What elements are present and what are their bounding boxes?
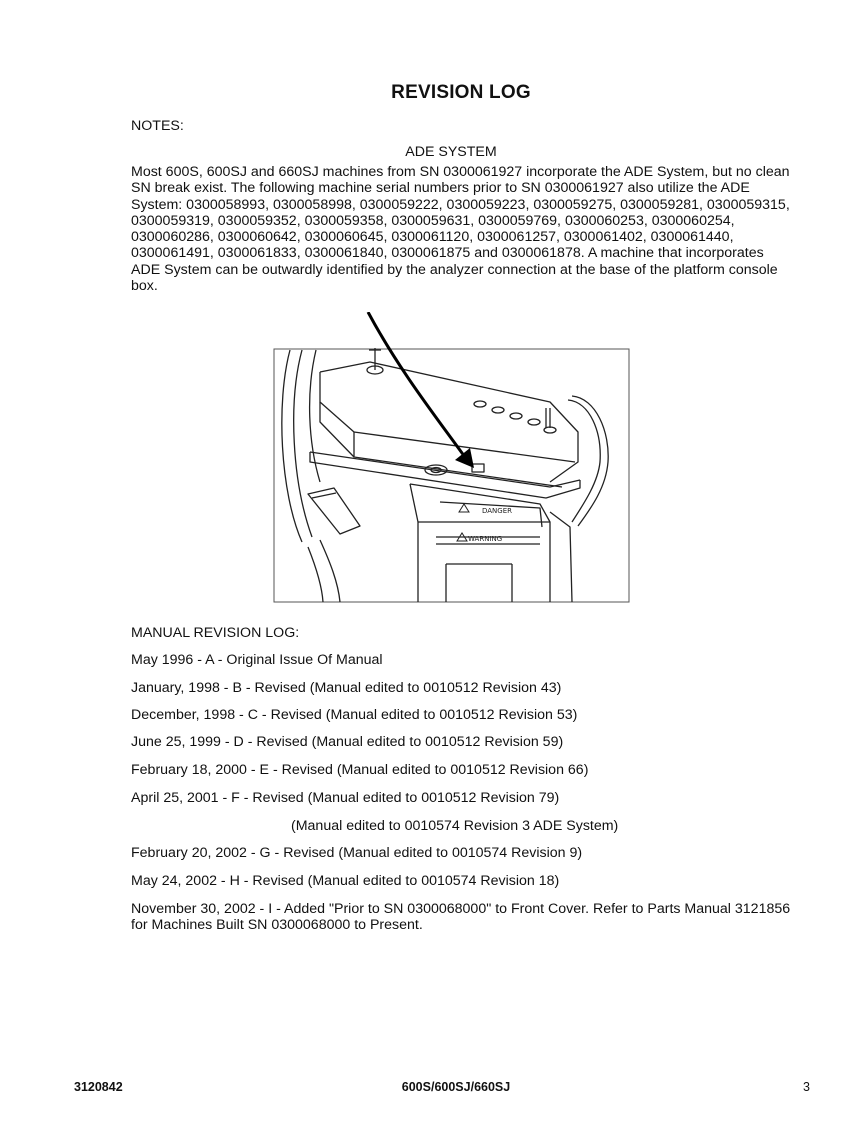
- footer-models: 600S/600SJ/660SJ: [401, 1080, 511, 1094]
- footer-doc-number: 3120842: [74, 1080, 123, 1094]
- log-entry: November 30, 2002 - I - Added "Prior to SN 0300068000" to Front Cover. Refer to Parts Manual 3121856 for Machines Built SN 0300068000 to Present.: [131, 901, 791, 934]
- ade-system-heading: ADE SYSTEM: [405, 144, 497, 160]
- log-entry: February 18, 2000 - E - Revised (Manual edited to 0010512 Revision 66): [131, 762, 589, 778]
- log-entry: April 25, 2001 - F - Revised (Manual edited to 0010512 Revision 79): [131, 790, 560, 806]
- notes-label: NOTES:: [131, 118, 184, 134]
- manual-revision-log-label: MANUAL REVISION LOG:: [131, 625, 300, 641]
- log-entry: (Manual edited to 0010574 Revision 3 ADE System): [291, 818, 619, 834]
- log-entry: May 24, 2002 - H - Revised (Manual edited to 0010574 Revision 18): [131, 873, 560, 889]
- log-entry: June 25, 1999 - D - Revised (Manual edited to 0010512 Revision 59): [131, 734, 564, 750]
- footer-page-number: 3: [803, 1080, 810, 1094]
- log-entry: January, 1998 - B - Revised (Manual edited to 0010512 Revision 43): [131, 680, 562, 696]
- log-entry: February 20, 2002 - G - Revised (Manual edited to 0010574 Revision 9): [131, 845, 583, 861]
- ade-system-paragraph: Most 600S, 600SJ and 660SJ machines from SN 0300061927 incorporate the ADE System, but no clean SN break exist. The following machine serial numbers prior to SN 0300061927 also utilize the ADE System: 0300058993, 0300058998, 0300059222, 0300059223, 0300059275, 0300059281, 0300059315, 0300059319, 0300059352, 0300059358, 0300059631, 0300059769, 0300060253, 0300060254, 0300060286, 0300060642, 0300060645, 0300061120, 0300061257, 0300061402, 0300061440, 0300061491, 0300061833, 0300061840, 0300061875 and 0300061878. A machine that incorporates ADE System can be outwardly identified by the analyzer connection at the base of the platform console box.: [131, 164, 790, 295]
- page-title: REVISION LOG: [391, 82, 531, 103]
- log-entry: December, 1998 - C - Revised (Manual edited to 0010512 Revision 53): [131, 707, 578, 723]
- log-entry: May 1996 - A - Original Issue Of Manual: [131, 652, 383, 668]
- warning-decal: WARNING: [468, 535, 503, 543]
- platform-console-illustration: [250, 312, 640, 607]
- danger-decal: DANGER: [482, 507, 513, 515]
